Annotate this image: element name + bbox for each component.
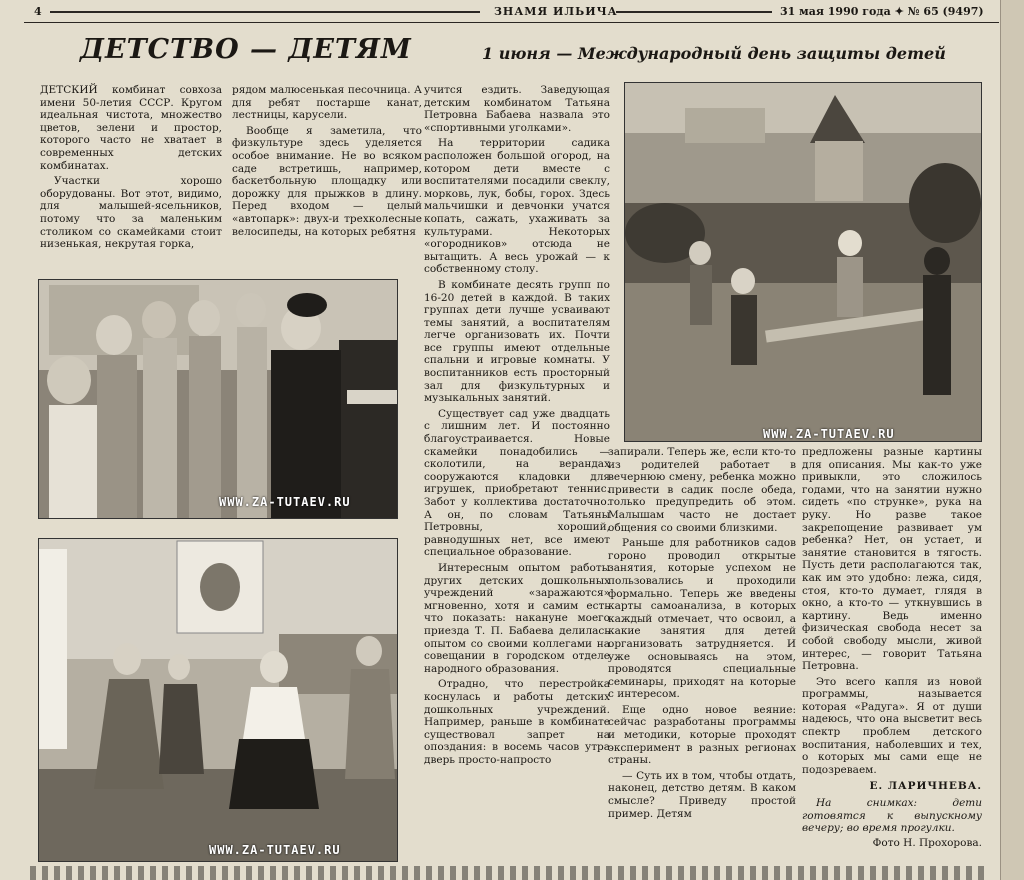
text-column-5 xyxy=(802,446,982,878)
paragraph: ДЕТСКИЙ комбинат совхоза имени 50-летия СССР. Кругом идеальная чистота, множество цветов, зелени и простор, которого часто не хватает в современных детских комбинатах. xyxy=(40,84,222,172)
header-rule-left xyxy=(50,11,480,13)
text-column-3 xyxy=(424,84,610,854)
article-subheadline: 1 июня — Международный день защиты детей xyxy=(482,44,946,63)
photo-credit: Фото Н. Прохорова. xyxy=(872,836,982,849)
photo-caption: На снимках: дети готовятся к выпускному вечеру; во время прогулки. xyxy=(802,797,982,835)
paragraph: рядом малюсенькая песочница. А для ребят постарше канат, лестницы, карусели. xyxy=(232,84,422,122)
watermark: WWW.ZA-TUTAEV.RU xyxy=(763,427,895,441)
watermark: WWW.ZA-TUTAEV.RU xyxy=(219,495,351,509)
paragraph: Участки хорошо оборудованы. Вот этот, видимо, для малышей-ясельников, потому что за маленьким столиком со скамейками стоит низенькая, некрутая горка, xyxy=(40,175,222,251)
paragraph: запирали. Теперь же, если кто-то из родителей работает в вечернюю смену, ребенка можно привести в садик после обеда, только предупредить об этом. Малышам часто не достает общения со своими близкими. xyxy=(608,446,796,534)
article-headline: ДЕТСТВО — ДЕТЯМ xyxy=(80,34,412,65)
bottom-border-pattern xyxy=(30,866,990,880)
photo-piano-lesson xyxy=(38,279,398,519)
issue-date: 31 мая 1990 года ✦ № 65 (9497) xyxy=(780,5,984,18)
text-column-1 xyxy=(40,84,222,254)
text-column-2 xyxy=(232,84,422,241)
adjacent-page-edge xyxy=(1000,0,1024,880)
paragraph: Интересным опытом работы других детских дошкольных учреждений «заражаются» мгновенно, хотя и самим есть что показать: накануне моего приезда Т. П. Бабаева делилась опытом со своими коллегами на совещании в городском отделе народного образования. xyxy=(424,561,610,675)
photo-piano-lesson-image xyxy=(39,280,397,518)
author-byline: Е. ЛАРИЧНЕВА. xyxy=(869,780,982,793)
paragraph: — Суть их в том, чтобы отдать, наконец, детство детям. В каком смысле? Приведу простой пример. Детям xyxy=(608,769,796,820)
paragraph: Это всего капля из новой программы, называется которая «Радуга». Я от души надеюсь, что она высветит весь спектр проблем детского воспитания, наболевших и тех, о которых мы сами еще не подозреваем. xyxy=(802,675,982,776)
paragraph: В комбинате десять групп по 16-20 детей в каждой. В таких группах дети лучше усваивают темы занятий, а воспитателям легче организовать их. Почти все группы имеют отдельные спальни и игровые комнаты. У воспитанников есть просторный зал для физкультурных и музыкальных занятий. xyxy=(424,278,610,405)
paragraph: Еще одно новое веяние: сейчас разработаны программы и методики, которые проходят эксперимент в разных регионах страны. xyxy=(608,703,796,767)
paragraph: Раньше для работников садов гороно проводил открытые занятия, которые успехом не пользовались и проходили формально. Теперь же введены карты самоанализа, в которых каждый отмечает, что освоил, а какие занятия для детей организовать затрудняется. И уже основываясь на этом, проводятся специальные семинары, приходят на которые с интересом. xyxy=(608,537,796,701)
paragraph: предложены разные картины для описания. Мы как-то уже привыкли, это сложилось годами, что на занятии нужно сидеть «по струнке», рука на руку. Но разве такое закрепощение развивает ум ребенка? Нет, он устает, и занятие становится в тягость. Пусть дети располагаются так, как им это удобно: лежа, сидя, стоя, кто-то думает, глядя в окно, а кто-то — уткнувшись в картину. Ведь именно физическая свобода несет за собой свободу мысли, живой интерес, — говорит Татьяна Петровна. xyxy=(802,446,982,673)
paragraph: На территории садика расположен большой огород, на котором дети вместе с воспитателями посадили свеклу, морковь, лук, бобы, горох. Здесь мальчишки и девчонки учатся копать, сажать, ухаживать за культурами. Некоторых «огородников» отсюда не вытащить. А весь урожай — к собственному столу. xyxy=(424,137,610,276)
page-number: 4 xyxy=(34,5,42,18)
photo-playground-image xyxy=(625,83,981,441)
paragraph: Существует сад уже двадцать с лишним лет. И постоянно благоустраивается. Новые скамейки понадобились — сколотили, на верандах сооружаются кладовки для игрушек, приобретают теннис. Забот у коллектива достаточно. А он, по словам Татьяны Петровны, хороший, равнодушных нет, все имеют специальное образование. xyxy=(424,407,610,559)
newspaper-name: ЗНАМЯ ИЛЬИЧА xyxy=(494,5,618,18)
header-rule-right xyxy=(616,11,772,13)
text-column-4 xyxy=(608,446,796,866)
photo-dance-lesson-image xyxy=(39,539,397,861)
page-header xyxy=(24,0,999,23)
photo-dance-lesson xyxy=(38,538,398,862)
paragraph: учится ездить. Заведующая детским комбинатом Татьяна Петровна Бабаева назвала это «спортивными уголками». xyxy=(424,84,610,134)
photo-playground xyxy=(624,82,982,442)
paragraph: Отрадно, что перестройка коснулась и работы детских дошкольных учреждений. Например, раньше в комбинате существовал запрет на опоздания: в восемь часов утра дверь просто-напросто xyxy=(424,678,610,766)
watermark: WWW.ZA-TUTAEV.RU xyxy=(209,843,341,857)
paragraph: Вообще я заметила, что физкультуре здесь уделяется особое внимание. Не во всяком саде встретишь, например, баскетбольную площадку или дорожку для прыжков в длину. Перед входом — целый «автопарк»: двух-и трехколесные велосипеды, на которых ребятня xyxy=(232,124,422,238)
